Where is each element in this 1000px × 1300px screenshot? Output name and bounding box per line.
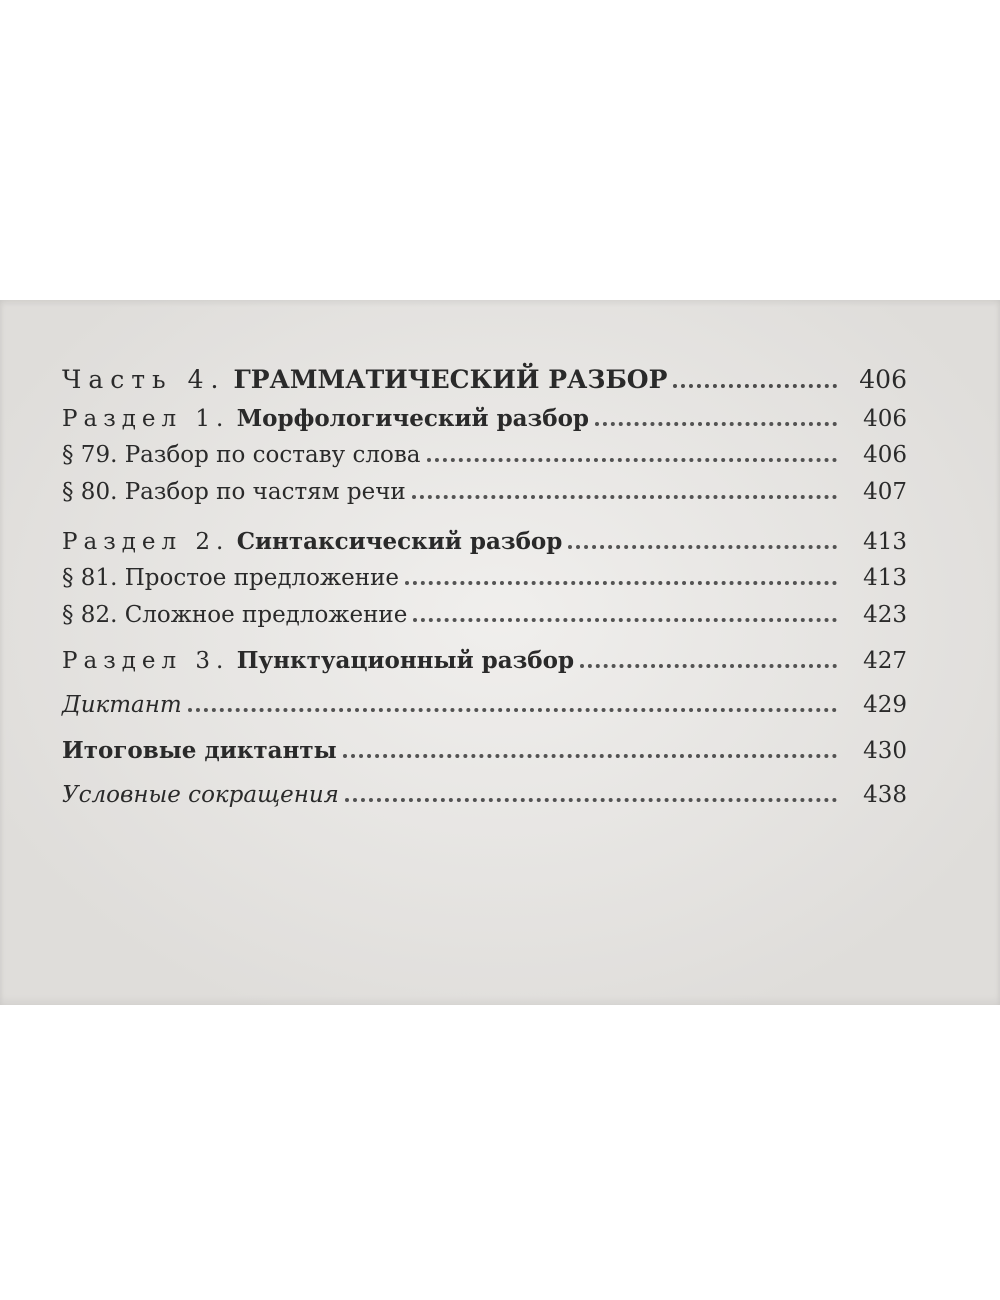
toc-entry-paragraph-82[interactable] <box>62 602 907 639</box>
page-number: 413 <box>863 565 907 591</box>
paragraph-title: § 82. Сложное предложение <box>62 602 408 628</box>
paragraph-title: § 81. Простое предложение <box>62 565 400 591</box>
dot-leader <box>580 662 837 668</box>
toc-entry-section-3[interactable] <box>62 647 907 684</box>
page-number: 413 <box>863 529 907 555</box>
page-number: 430 <box>863 738 907 764</box>
toc-entry-paragraph-80[interactable] <box>62 479 907 516</box>
page-number: 423 <box>863 602 907 628</box>
dot-leader <box>427 456 838 462</box>
toc-entry-section-1[interactable] <box>62 405 907 442</box>
page-number: 406 <box>863 442 907 468</box>
section-title: Пунктуационный разбор <box>236 647 575 674</box>
dot-leader <box>345 796 837 802</box>
dot-leader <box>595 420 837 426</box>
page-number: 427 <box>863 648 907 674</box>
final-dictations-title: Итоговые диктанты <box>62 737 337 764</box>
toc-entry-abbreviations[interactable] <box>62 782 907 819</box>
dot-leader <box>188 706 837 712</box>
toc-entry-paragraph-81[interactable] <box>62 565 907 602</box>
page-number: 429 <box>863 692 907 718</box>
section-title: Морфологический разбор <box>236 405 589 432</box>
part-label: Часть 4. <box>62 365 226 394</box>
section-label: Раздел 1. <box>62 406 230 432</box>
abbreviations-title: Условные сокращения <box>62 782 339 808</box>
section-label: Раздел 3. <box>62 648 230 674</box>
dot-leader <box>673 382 837 388</box>
toc-entry-final-dictations[interactable] <box>62 737 907 774</box>
toc-entry-part-4[interactable] <box>62 365 907 405</box>
toc-entry-title <box>62 365 671 394</box>
paragraph-title: § 80. Разбор по частям речи <box>62 479 406 505</box>
section-title: Синтаксический разбор <box>236 528 563 555</box>
toc-entry-dictation[interactable] <box>62 692 907 729</box>
dot-leader <box>412 493 837 499</box>
dot-leader <box>568 543 837 549</box>
dot-leader <box>413 616 837 622</box>
toc-entry-section-2[interactable] <box>62 528 907 565</box>
paragraph-title: § 79. Разбор по составу слова <box>62 442 421 468</box>
part-title: ГРАММАТИЧЕСКИЙ РАЗБОР <box>233 365 668 394</box>
toc-entry-paragraph-79[interactable] <box>62 442 907 479</box>
page-number: 407 <box>863 479 907 505</box>
toc-entry-title <box>62 647 578 674</box>
toc-entry-title <box>62 528 566 555</box>
section-label: Раздел 2. <box>62 529 230 555</box>
toc-entry-title <box>62 405 593 432</box>
dot-leader <box>343 752 837 758</box>
book-page <box>0 300 1000 1005</box>
table-of-contents <box>62 365 907 819</box>
page-number: 406 <box>863 406 907 432</box>
page-number: 438 <box>863 782 907 808</box>
dot-leader <box>405 579 837 585</box>
dictation-title: Диктант <box>62 692 182 718</box>
page-number: 406 <box>859 365 907 394</box>
